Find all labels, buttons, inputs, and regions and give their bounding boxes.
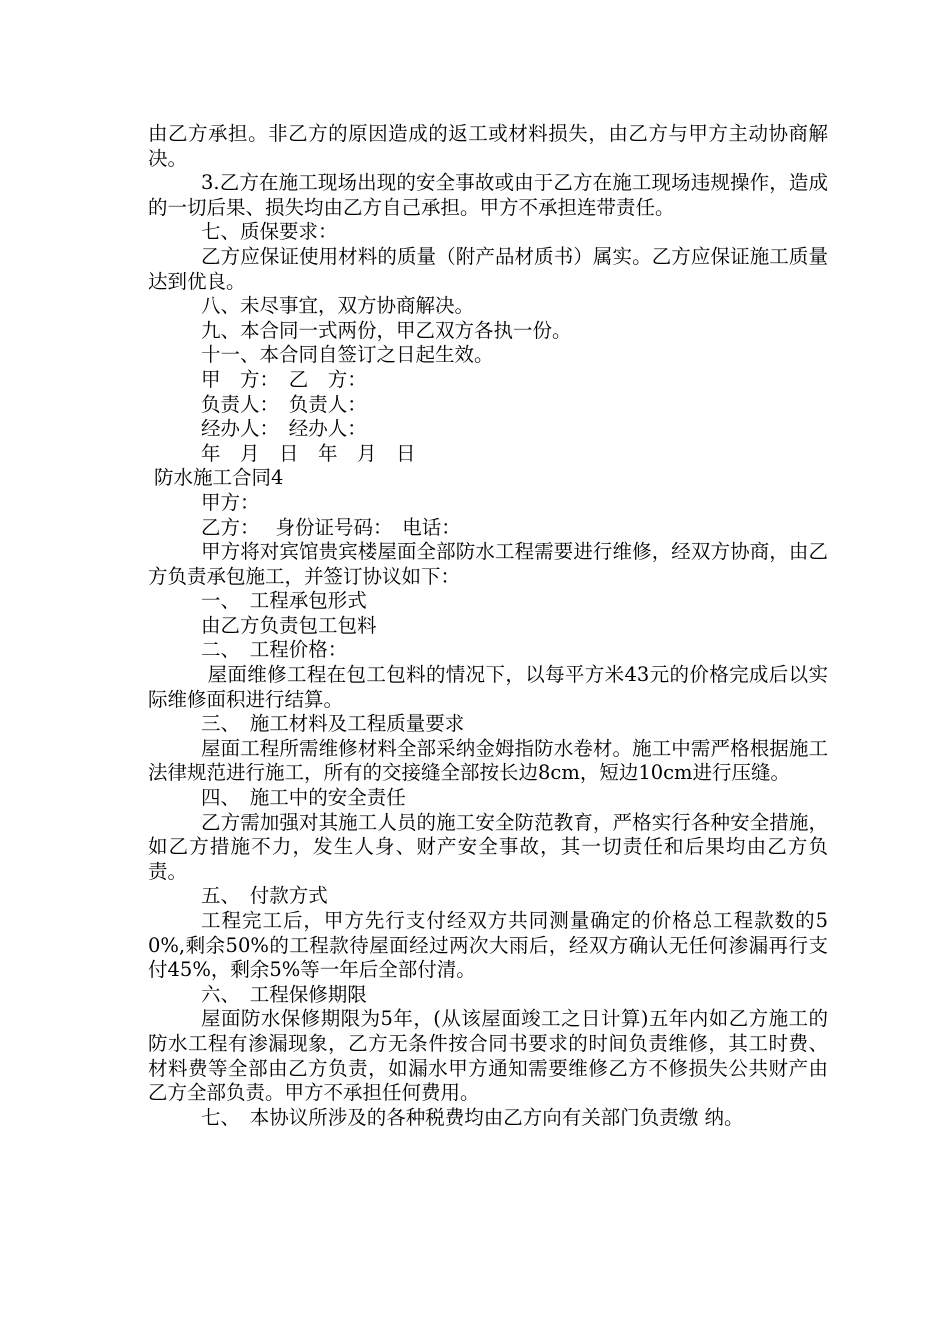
section-heading: 二、 工程价格：: [201, 638, 348, 662]
document-body: [148, 122, 828, 1130]
paragraph: 屋面防水保修期限为5年，(从该屋面竣工之日计算)五年内如乙方施工的防水工程有渗漏现象，乙方无条件按合同书要求的时间负责维修，其工时费、材料费等全部由乙方负责，如漏水甲方通知需要维修乙方不修损失公共财产由乙方全部负责。甲方不承担任何费用。: [148, 1007, 828, 1105]
section-heading: 六、 工程保修期限: [201, 982, 367, 1006]
party-b-line: 乙方： 身份证号码： 电话：: [201, 515, 461, 539]
section-heading: 一、 工程承包形式: [201, 589, 367, 613]
section-heading: 九、本合同一式两份，甲乙双方各执一份。: [201, 318, 572, 342]
section-heading: 七、质保要求：: [201, 220, 338, 244]
paragraph: 工程完工后，甲方先行支付经双方共同测量确定的价格总工程款数的50%,剩余50%的工程款待屋面经过两次大雨后，经双方确认无任何渗漏再行支付45%，剩余5%等一年后全部付清。: [148, 909, 828, 982]
paragraph: 屋面维修工程在包工包料的情况下，以每平方米43元的价格完成后以实际维修面积进行结算。: [148, 663, 828, 711]
signature-line-party: 甲 方： 乙 方：: [201, 367, 367, 391]
signature-line-date: 年 月 日 年 月 日: [201, 441, 416, 465]
contract-title: 防水施工合同4: [154, 466, 284, 490]
section-heading: 三、 施工材料及工程质量要求: [201, 712, 465, 736]
section-heading: 八、未尽事宜，双方协商解决。: [201, 294, 475, 318]
section-heading: 十一、本合同自签订之日起生效。: [201, 343, 494, 367]
paragraph: 由乙方负责包工包料: [201, 613, 377, 637]
section-heading: 五、 付款方式: [201, 884, 328, 908]
paragraph: 乙方需加强对其施工人员的施工安全防范教育，严格实行各种安全措施，如乙方措施不力，发生人身、财产安全事故，其一切责任和后果均由乙方负责。: [148, 810, 828, 883]
signature-line-handler: 经办人： 经办人：: [201, 417, 367, 441]
section-heading: 四、 施工中的安全责任: [201, 786, 406, 810]
paragraph: 屋面工程所需维修材料全部采纳金姆指防水卷材。施工中需严格根据施工法律规范进行施工，所有的交接缝全部按长边8cm，短边10cm进行压缝。: [148, 736, 828, 785]
paragraph: 甲方将对宾馆贵宾楼屋面全部防水工程需要进行维修，经双方协商，由乙方负责承包施工，并签订协议如下：: [148, 540, 828, 588]
signature-line-responsible: 负责人： 负责人：: [201, 392, 367, 416]
paragraph: 由乙方承担。非乙方的原因造成的返工或材料损失，由乙方与甲方主动协商解决。: [148, 122, 828, 170]
paragraph: 3.乙方在施工现场出现的安全事故或由于乙方在施工现场违规操作，造成的一切后果、损失均由乙方自己承担。甲方不承担连带责任。: [148, 171, 828, 219]
paragraph: 七、 本协议所涉及的各种税费均由乙方向有关部门负责缴 纳。: [201, 1105, 744, 1129]
paragraph: 乙方应保证使用材料的质量（附产品材质书）属实。乙方应保证施工质量达到优良。: [148, 244, 828, 293]
party-a-line: 甲方：: [201, 490, 260, 514]
